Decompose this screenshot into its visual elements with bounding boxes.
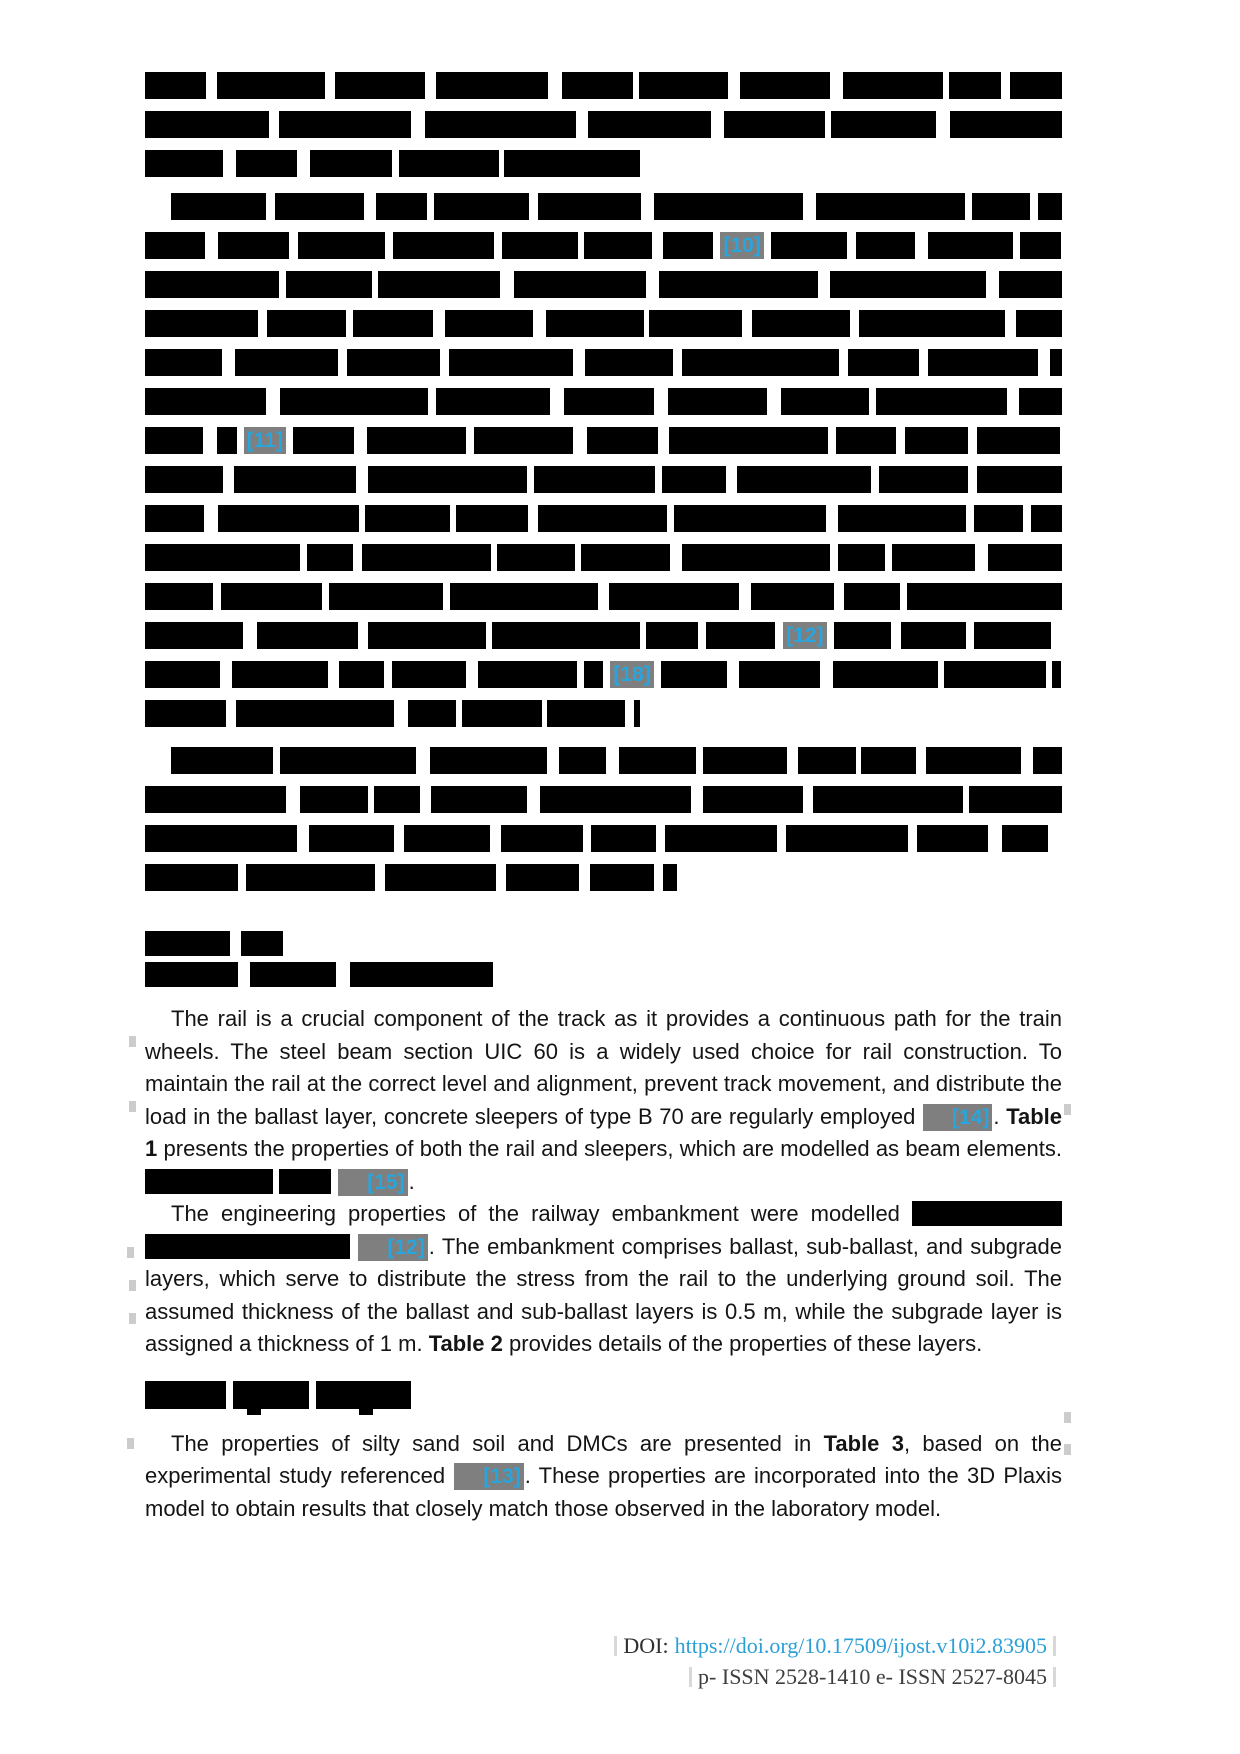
edit-mark — [127, 1438, 134, 1449]
redaction-bar — [307, 544, 353, 571]
redaction-bar — [430, 747, 546, 774]
redaction-bar — [926, 747, 1020, 774]
redacted-line — [145, 743, 1062, 782]
redaction-bar — [706, 622, 775, 649]
redaction-bar — [876, 388, 1007, 415]
redaction-bar — [838, 544, 886, 571]
redaction-bar — [843, 72, 943, 99]
redaction-bar — [988, 544, 1062, 571]
redaction-bar — [912, 1201, 1062, 1226]
text-run: presents the properties of both the rail and sleepers, which are modelled as beam elements. — [157, 1136, 1062, 1161]
redaction-bar — [310, 150, 392, 177]
text-run — [331, 1169, 337, 1194]
redaction-bar — [740, 72, 830, 99]
redaction-bar — [171, 193, 266, 220]
redaction-bar — [634, 700, 640, 727]
redacted-paragraph-main — [145, 189, 1062, 735]
redaction-bar — [1002, 825, 1049, 852]
redaction-bar — [928, 349, 1038, 376]
redaction-bar — [591, 825, 656, 852]
redaction-bar — [145, 825, 297, 852]
redaction-bar — [665, 825, 777, 852]
bold-text-run: Table 3 — [823, 1430, 904, 1456]
redaction-bar — [1033, 747, 1062, 774]
redaction-bar — [831, 111, 936, 138]
redacted-line — [145, 618, 1062, 657]
doi-link[interactable]: https://doi.org/10.17509/ijost.v10i2.83905 — [674, 1633, 1047, 1658]
redaction-bar — [217, 427, 237, 454]
redaction-bar — [724, 111, 825, 138]
redaction-bar — [502, 232, 579, 259]
redaction-bar — [646, 622, 698, 649]
redaction-bar — [833, 661, 938, 688]
redaction-bar — [497, 544, 575, 571]
redaction-bar — [587, 427, 658, 454]
redaction-bar — [682, 544, 830, 571]
redaction-bar — [367, 427, 466, 454]
redaction-bar — [752, 310, 850, 337]
redaction-bar — [950, 111, 1062, 138]
redaction-bar — [1052, 661, 1061, 688]
redacted-line — [145, 345, 1062, 384]
redaction-bar — [425, 111, 576, 138]
edit-mark — [1053, 1636, 1056, 1656]
redaction-bar — [145, 583, 213, 610]
redaction-bar — [879, 466, 969, 493]
redaction-bar — [585, 349, 673, 376]
edit-mark — [614, 1636, 617, 1656]
redaction-bar — [816, 193, 965, 220]
redaction-bar — [279, 111, 411, 138]
redaction-bar — [781, 388, 870, 415]
redaction-bar — [145, 388, 266, 415]
page-body — [145, 68, 1062, 1525]
redacted-line — [145, 306, 1062, 345]
redaction-bar — [977, 466, 1062, 493]
redaction-bar — [218, 232, 288, 259]
redaction-bar — [907, 583, 1062, 610]
citation-ref[interactable]: [10] — [720, 232, 763, 259]
redaction-bar — [703, 786, 803, 813]
redaction-bar — [609, 583, 740, 610]
redaction-bar — [856, 232, 914, 259]
redaction-bar — [257, 622, 358, 649]
redacted-line — [145, 384, 1062, 423]
citation-ref[interactable]: [12] — [783, 622, 826, 649]
redacted-line — [145, 1377, 1062, 1408]
text-run: provides details of the properties of these layers. — [502, 1331, 983, 1356]
redaction-bar — [298, 232, 385, 259]
redaction-bar — [892, 544, 975, 571]
redaction-bar — [838, 505, 966, 532]
redaction-bar — [639, 72, 728, 99]
redacted-line — [145, 540, 1062, 579]
redaction-bar — [751, 583, 835, 610]
redaction-bar — [286, 271, 372, 298]
issn-text: p- ISSN 2528-1410 e- ISSN 2527-8045 — [698, 1664, 1047, 1689]
redaction-bar — [246, 864, 375, 891]
redaction-bar — [506, 864, 578, 891]
redaction-bar — [145, 1381, 226, 1409]
redaction-bar — [564, 388, 655, 415]
edit-mark — [129, 1280, 136, 1291]
redaction-bar — [977, 427, 1060, 454]
redaction-bar — [145, 150, 223, 177]
redaction-bar — [145, 864, 238, 891]
redaction-bar — [250, 962, 336, 987]
redacted-line — [145, 501, 1062, 540]
redaction-bar — [280, 388, 429, 415]
redaction-bar — [654, 193, 804, 220]
redaction-bar — [861, 747, 916, 774]
redaction-bar — [279, 1169, 331, 1194]
redaction-bar — [300, 786, 368, 813]
redacted-line — [145, 860, 1062, 899]
redaction-bar — [619, 747, 696, 774]
redaction-bar — [145, 111, 269, 138]
redaction-bar — [431, 786, 527, 813]
redaction-bar — [145, 1234, 350, 1259]
redaction-bar — [501, 825, 583, 852]
text-run: . — [993, 1103, 1007, 1129]
redaction-bar — [393, 232, 494, 259]
redaction-bar — [293, 427, 354, 454]
text-run: . These properties are incorporated into the 3D Plaxis model to obtain results that closely match those observed in the laboratory model. — [145, 1463, 1062, 1521]
redacted-line — [145, 462, 1062, 501]
redaction-bar — [171, 747, 273, 774]
redaction-bar — [917, 825, 988, 852]
redaction-bar — [362, 544, 491, 571]
redaction-bar — [335, 72, 424, 99]
redaction-bar — [145, 505, 204, 532]
redaction-bar — [830, 271, 986, 298]
redaction-bar — [659, 271, 818, 298]
redaction-bar — [392, 661, 465, 688]
text-run — [350, 1234, 357, 1259]
redaction-bar — [241, 931, 282, 956]
redaction-bar — [813, 786, 963, 813]
edit-mark — [129, 1101, 136, 1112]
citation-ref[interactable]: [18] — [610, 661, 653, 688]
redacted-line — [145, 423, 1062, 462]
redaction-bar — [145, 310, 258, 337]
edit-mark — [127, 1247, 134, 1258]
redaction-bar — [309, 825, 394, 852]
redaction-bar — [145, 1169, 273, 1194]
redacted-line — [145, 696, 1062, 735]
redaction-bar — [347, 349, 440, 376]
redaction-bar — [474, 427, 574, 454]
redaction-bar — [534, 466, 655, 493]
redaction-bar — [848, 349, 919, 376]
redaction-bar — [232, 661, 328, 688]
redaction-bar — [562, 72, 633, 99]
redaction-bar — [145, 349, 222, 376]
text-run: . The embankment comprises ballast, sub-ballast, and subgrade layers, which serve to distribute the stress from the rail to the underlying ground soil. The assumed thickness of the ballast and sub-ballast layers is 0.5 m, while the subgrade layer is assigned a thickness of 1 m. — [145, 1233, 1062, 1356]
redacted-line — [145, 267, 1062, 306]
redaction-bar — [145, 271, 279, 298]
redaction-bar — [218, 505, 360, 532]
redaction-bar — [434, 193, 530, 220]
redaction-bar — [682, 349, 839, 376]
redaction-bar — [145, 622, 243, 649]
redaction-bar — [949, 72, 1001, 99]
redaction-bar — [905, 427, 968, 454]
redacted-line — [145, 228, 1062, 267]
redaction-bar — [972, 193, 1029, 220]
text-run: The engineering properties of the railway embankment were modelled — [171, 1201, 912, 1226]
redaction-bar — [669, 427, 828, 454]
redaction-bar — [546, 310, 644, 337]
redaction-bar — [547, 700, 625, 727]
redaction-bar — [859, 310, 1005, 337]
redaction-bar — [703, 747, 788, 774]
redaction-bar — [374, 786, 419, 813]
paragraph-silty-sand-dmc — [145, 1428, 1062, 1526]
redaction-bar — [901, 622, 965, 649]
doi-label: DOI: — [623, 1633, 669, 1658]
redaction-bar — [353, 310, 433, 337]
redaction-bar — [145, 427, 203, 454]
redaction-bar — [145, 661, 220, 688]
redacted-section-heading — [145, 1377, 1062, 1408]
edit-mark — [1064, 1444, 1071, 1455]
edit-mark — [129, 1313, 136, 1324]
redaction-bar — [798, 747, 856, 774]
redaction-bar — [378, 271, 501, 298]
redaction-bar — [974, 622, 1051, 649]
redaction-bar — [275, 193, 363, 220]
redaction-bar — [404, 825, 490, 852]
redaction-bar — [834, 622, 891, 649]
citation-ref[interactable]: [13] — [454, 1463, 523, 1490]
redacted-line — [145, 927, 1062, 958]
redaction-bar — [581, 544, 671, 571]
citation-ref[interactable]: [15] — [338, 1169, 407, 1196]
redaction-bar — [786, 825, 908, 852]
redacted-line — [145, 958, 1062, 989]
paragraph-embankment — [145, 1198, 1062, 1361]
redaction-bar — [456, 505, 528, 532]
text-run: , based on the experimental study referenced — [145, 1430, 1062, 1488]
edit-mark — [129, 1036, 136, 1047]
redacted-section-heading — [145, 927, 1062, 989]
citation-ref[interactable]: [11] — [244, 427, 286, 454]
redaction-bar — [514, 271, 646, 298]
redaction-bar — [145, 72, 206, 99]
redacted-line — [145, 657, 1062, 696]
redaction-bar — [999, 271, 1062, 298]
redaction-bar — [449, 349, 572, 376]
redaction-bar — [145, 786, 286, 813]
redaction-bar — [145, 232, 205, 259]
redaction-bar — [436, 72, 549, 99]
doi-line — [608, 1630, 1062, 1661]
redaction-bar — [492, 622, 640, 649]
redaction-bar — [450, 583, 598, 610]
redaction-bar — [145, 931, 230, 956]
redaction-bar — [385, 864, 496, 891]
redaction-bar — [737, 466, 870, 493]
redaction-bar — [590, 864, 655, 891]
redaction-bar — [1019, 388, 1062, 415]
redacted-paragraph-closing — [145, 743, 1062, 899]
redaction-bar — [350, 962, 493, 987]
redaction-bar — [504, 150, 640, 177]
redaction-bar — [1020, 232, 1061, 259]
redaction-bar — [844, 583, 900, 610]
redacted-line — [145, 107, 1062, 146]
redaction-bar — [408, 700, 457, 727]
redacted-line — [145, 821, 1062, 860]
redaction-bar — [559, 747, 606, 774]
redaction-bar — [436, 388, 550, 415]
redaction-bar — [649, 310, 742, 337]
redaction-bar — [376, 193, 427, 220]
page-footer — [608, 1630, 1062, 1692]
redaction-bar — [145, 544, 300, 571]
redaction-bar — [145, 700, 226, 727]
redacted-line — [145, 579, 1062, 618]
redaction-bar — [1038, 193, 1062, 220]
redaction-bar — [236, 700, 394, 727]
redaction-bar — [928, 232, 1013, 259]
redaction-bar — [584, 661, 604, 688]
redaction-bar — [1016, 310, 1061, 337]
redaction-bar — [974, 505, 1023, 532]
redaction-bar — [365, 505, 450, 532]
redaction-bar — [478, 661, 577, 688]
redaction-bar — [235, 349, 338, 376]
redaction-bar — [1010, 72, 1062, 99]
redaction-bar — [329, 583, 443, 610]
redaction-bar — [339, 661, 384, 688]
redacted-line — [145, 68, 1062, 107]
redaction-bar — [584, 232, 652, 259]
redaction-bar — [1031, 505, 1062, 532]
edit-mark — [1064, 1412, 1071, 1423]
redaction-bar — [661, 661, 727, 688]
redaction-bar — [540, 786, 690, 813]
edit-mark — [1064, 1104, 1071, 1115]
redaction-bar — [234, 466, 356, 493]
redaction-bar — [316, 1381, 411, 1409]
redaction-bar — [538, 505, 668, 532]
redaction-bar — [462, 700, 541, 727]
redaction-bar — [399, 150, 499, 177]
redaction-bar — [445, 310, 533, 337]
redaction-bar — [663, 864, 676, 891]
text-run: The rail is a crucial component of the track as it provides a continuous path for the train wheels. The steel beam section UIC 60 is a widely used choice for rail construction. To maintain the rail at the correct level and alignment, prevent track movement, and distribute the load in the ballast layer, concrete sleepers of type B 70 are regularly employed — [145, 1006, 1062, 1129]
redaction-bar — [739, 661, 820, 688]
redaction-bar — [969, 786, 1062, 813]
issn-line — [608, 1661, 1062, 1692]
redaction-bar — [368, 622, 486, 649]
redaction-bar — [145, 466, 223, 493]
citation-ref[interactable]: [12] — [358, 1234, 427, 1261]
bold-text-run: Table 2 — [428, 1331, 503, 1356]
redaction-bar — [267, 310, 346, 337]
redaction-bar — [662, 466, 725, 493]
redacted-line — [145, 782, 1062, 821]
redaction-bar — [836, 427, 896, 454]
redaction-bar — [236, 150, 296, 177]
redaction-bar — [668, 388, 767, 415]
citation-ref[interactable]: [14] — [923, 1104, 992, 1131]
edit-mark — [1053, 1667, 1056, 1687]
redaction-bar — [1050, 349, 1062, 376]
redacted-paragraph-intro — [145, 68, 1062, 185]
redaction-bar — [944, 661, 1046, 688]
redaction-bar — [674, 505, 826, 532]
text-run: . — [408, 1168, 415, 1194]
redaction-bar — [538, 193, 641, 220]
bold-text-run: Table 1 — [145, 1103, 1063, 1161]
redaction-bar — [280, 747, 416, 774]
redaction-bar — [663, 232, 713, 259]
redaction-bar — [145, 962, 238, 987]
redaction-bar — [588, 111, 712, 138]
redacted-line — [145, 189, 1062, 228]
paragraph-rail-sleepers — [145, 1003, 1062, 1198]
redaction-bar — [368, 466, 527, 493]
redaction-bar — [221, 583, 322, 610]
text-run: The properties of silty sand soil and DMCs are presented in — [171, 1430, 824, 1456]
edit-mark — [689, 1667, 692, 1687]
redacted-line — [145, 146, 1062, 185]
redaction-bar — [217, 72, 324, 99]
redaction-bar — [233, 1381, 310, 1409]
redaction-bar — [771, 232, 847, 259]
